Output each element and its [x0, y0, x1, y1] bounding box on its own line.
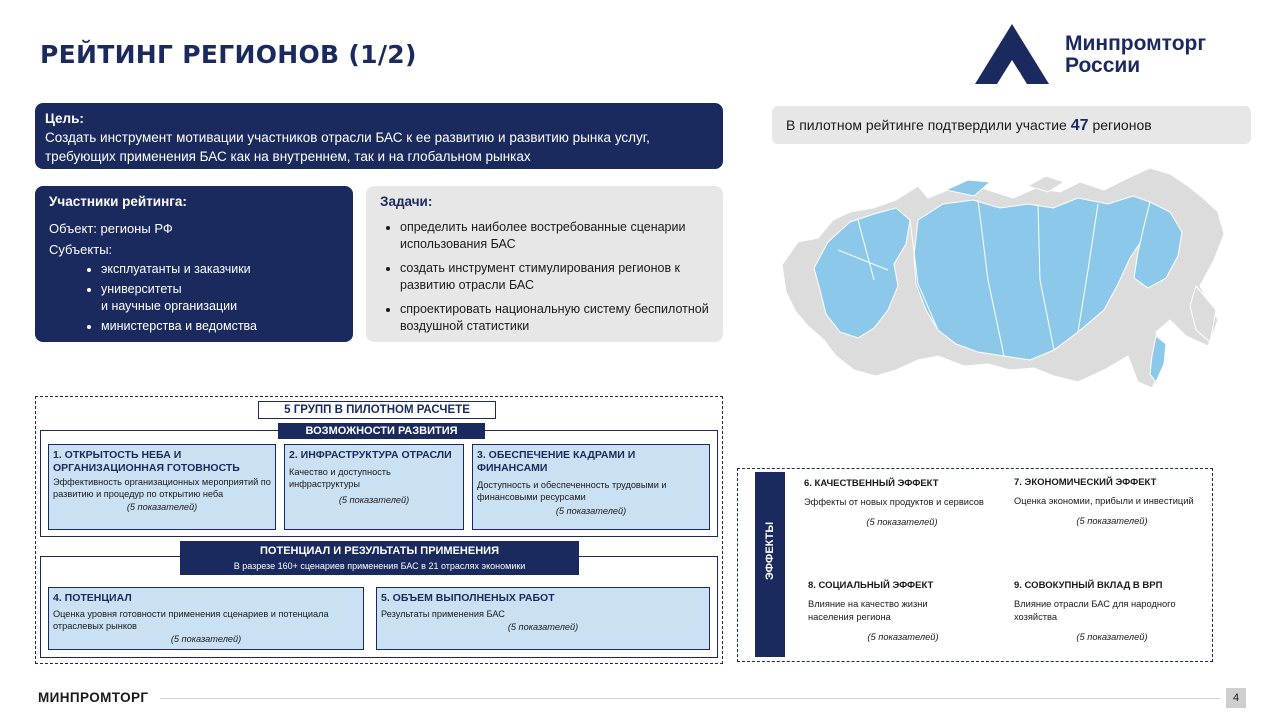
- list-item: • спроектировать национальную систему беспилотной воздушной статистики: [400, 301, 709, 335]
- card-title: 5. ОБЪЕМ ВЫПОЛНЕНЫХ РАБОТ: [381, 592, 555, 604]
- effect-desc: Влияние отрасли БАС для народного хозяйства: [1014, 599, 1176, 622]
- tasks-heading: Задачи:: [380, 194, 433, 209]
- russia-map: [778, 160, 1226, 395]
- card-count: (5 показателей): [126, 502, 198, 512]
- card-title: 3. ОБЕСПЕЧЕНИЕ КАДРАМИ И ФИНАНСАМИ: [477, 449, 636, 474]
- logo-text: Минпромторг России: [1065, 32, 1207, 77]
- section-potential: [180, 541, 579, 575]
- tasks-box: [366, 186, 723, 342]
- pilot-count: 47: [1070, 117, 1089, 134]
- pilot-prefix: В пилотном рейтинге подтвердили участие: [786, 117, 1067, 133]
- list-item: • министерства и ведомства: [101, 318, 339, 335]
- pilot-banner: [772, 106, 1251, 144]
- section-potential-title: ПОТЕНЦИАЛ И РЕЗУЛЬТАТЫ ПРИМЕНЕНИЯ: [260, 545, 499, 557]
- goal-heading: Цель:: [45, 111, 84, 126]
- list-item: • определить наиболее востребованные сценарии использования БАС: [400, 219, 709, 253]
- card-title: 1. ОТКРЫТОСТЬ НЕБА И ОРГАНИЗАЦИОННАЯ ГОТОВНОСТЬ: [53, 449, 240, 474]
- card-count: (5 показателей): [338, 495, 410, 505]
- card-desc: Доступность и обеспеченность трудовыми и финансовыми ресурсами: [477, 480, 667, 502]
- footer-brand: МИНПРОМТОРГ: [38, 690, 149, 705]
- effect-title: 9. СОВОКУПНЫЙ ВКЛАД В ВРП: [1014, 580, 1163, 591]
- tasks-list: [380, 219, 709, 335]
- effect-count: (5 показателей): [1076, 516, 1148, 526]
- card-count: (5 показателей): [170, 634, 242, 644]
- effect-7: [1014, 476, 1210, 528]
- group-card-4: [48, 587, 364, 650]
- participants-object: Объект: регионы РФ: [49, 221, 173, 236]
- card-title: 2. ИНФРАСТРУКТУРА ОТРАСЛИ: [289, 449, 452, 461]
- effect-count: (5 показателей): [866, 517, 938, 527]
- goal-text: Создать инструмент мотивации участников отрасли БАС к ее развитию и развитию рынка услуг, требующих применения БАС как на внутреннем, так и на глобальном рынках: [45, 130, 650, 164]
- section-potential-subtitle: В разрезе 160+ сценариев применения БАС в 21 отраслях экономики: [233, 561, 526, 571]
- card-desc: Оценка уровня готовности применения сценариев и потенциала отраслевых рынков: [53, 609, 329, 631]
- effect-9: [1014, 579, 1210, 644]
- effect-desc: Эффекты от новых продуктов и сервисов: [804, 497, 984, 507]
- logo-icon: [975, 22, 1050, 86]
- list-item: • университеты и научные организации: [101, 281, 339, 315]
- page-title: РЕЙТИНГ РЕГИОНОВ (1/2): [40, 40, 417, 69]
- effect-6: [804, 477, 1000, 529]
- goal-box: [35, 103, 723, 169]
- footer-divider: [160, 698, 1220, 699]
- effect-title: 6. КАЧЕСТВЕННЫЙ ЭФФЕКТ: [804, 478, 939, 489]
- group-card-1: [48, 444, 276, 530]
- group-card-3: [472, 444, 710, 530]
- participants-subjects: Субъекты:: [49, 242, 113, 257]
- page-number: 4: [1226, 688, 1246, 708]
- effect-count: (5 показателей): [867, 632, 939, 642]
- section-development: ВОЗМОЖНОСТИ РАЗВИТИЯ: [278, 423, 485, 439]
- effect-title: 8. СОЦИАЛЬНЫЙ ЭФФЕКТ: [808, 580, 934, 591]
- list-item: • эксплуатанты и заказчики: [101, 261, 339, 278]
- pilot-suffix: регионов: [1092, 117, 1152, 133]
- groups-header: 5 ГРУПП В ПИЛОТНОМ РАСЧЕТЕ: [258, 401, 496, 419]
- participants-heading: Участники рейтинга:: [49, 194, 187, 209]
- card-title: 4. ПОТЕНЦИАЛ: [53, 592, 132, 604]
- effect-count: (5 показателей): [1076, 632, 1148, 642]
- effect-8: [808, 579, 998, 644]
- card-desc: Результаты применения БАС: [381, 609, 505, 619]
- card-count: (5 показателей): [507, 622, 579, 632]
- effect-desc: Оценка экономии, прибыли и инвестиций: [1014, 496, 1194, 506]
- participants-box: [35, 186, 353, 342]
- effects-label: ЭФФЕКТЫ: [764, 521, 776, 580]
- effect-title: 7. ЭКОНОМИЧЕСКИЙ ЭФФЕКТ: [1014, 477, 1157, 488]
- list-item: • создать инструмент стимулирования регионов к развитию отрасли БАС: [400, 260, 709, 294]
- card-desc: Качество и доступность инфраструктуры: [289, 467, 391, 489]
- card-count: (5 показателей): [555, 506, 627, 516]
- participants-list: [49, 261, 339, 335]
- group-card-5: [376, 587, 710, 650]
- card-desc: Эффективность организационных мероприятий по развитию и процедур по открытию неба: [53, 477, 271, 499]
- effect-desc: Влияние на качество жизни населения региона: [808, 599, 928, 622]
- group-card-2: [284, 444, 464, 530]
